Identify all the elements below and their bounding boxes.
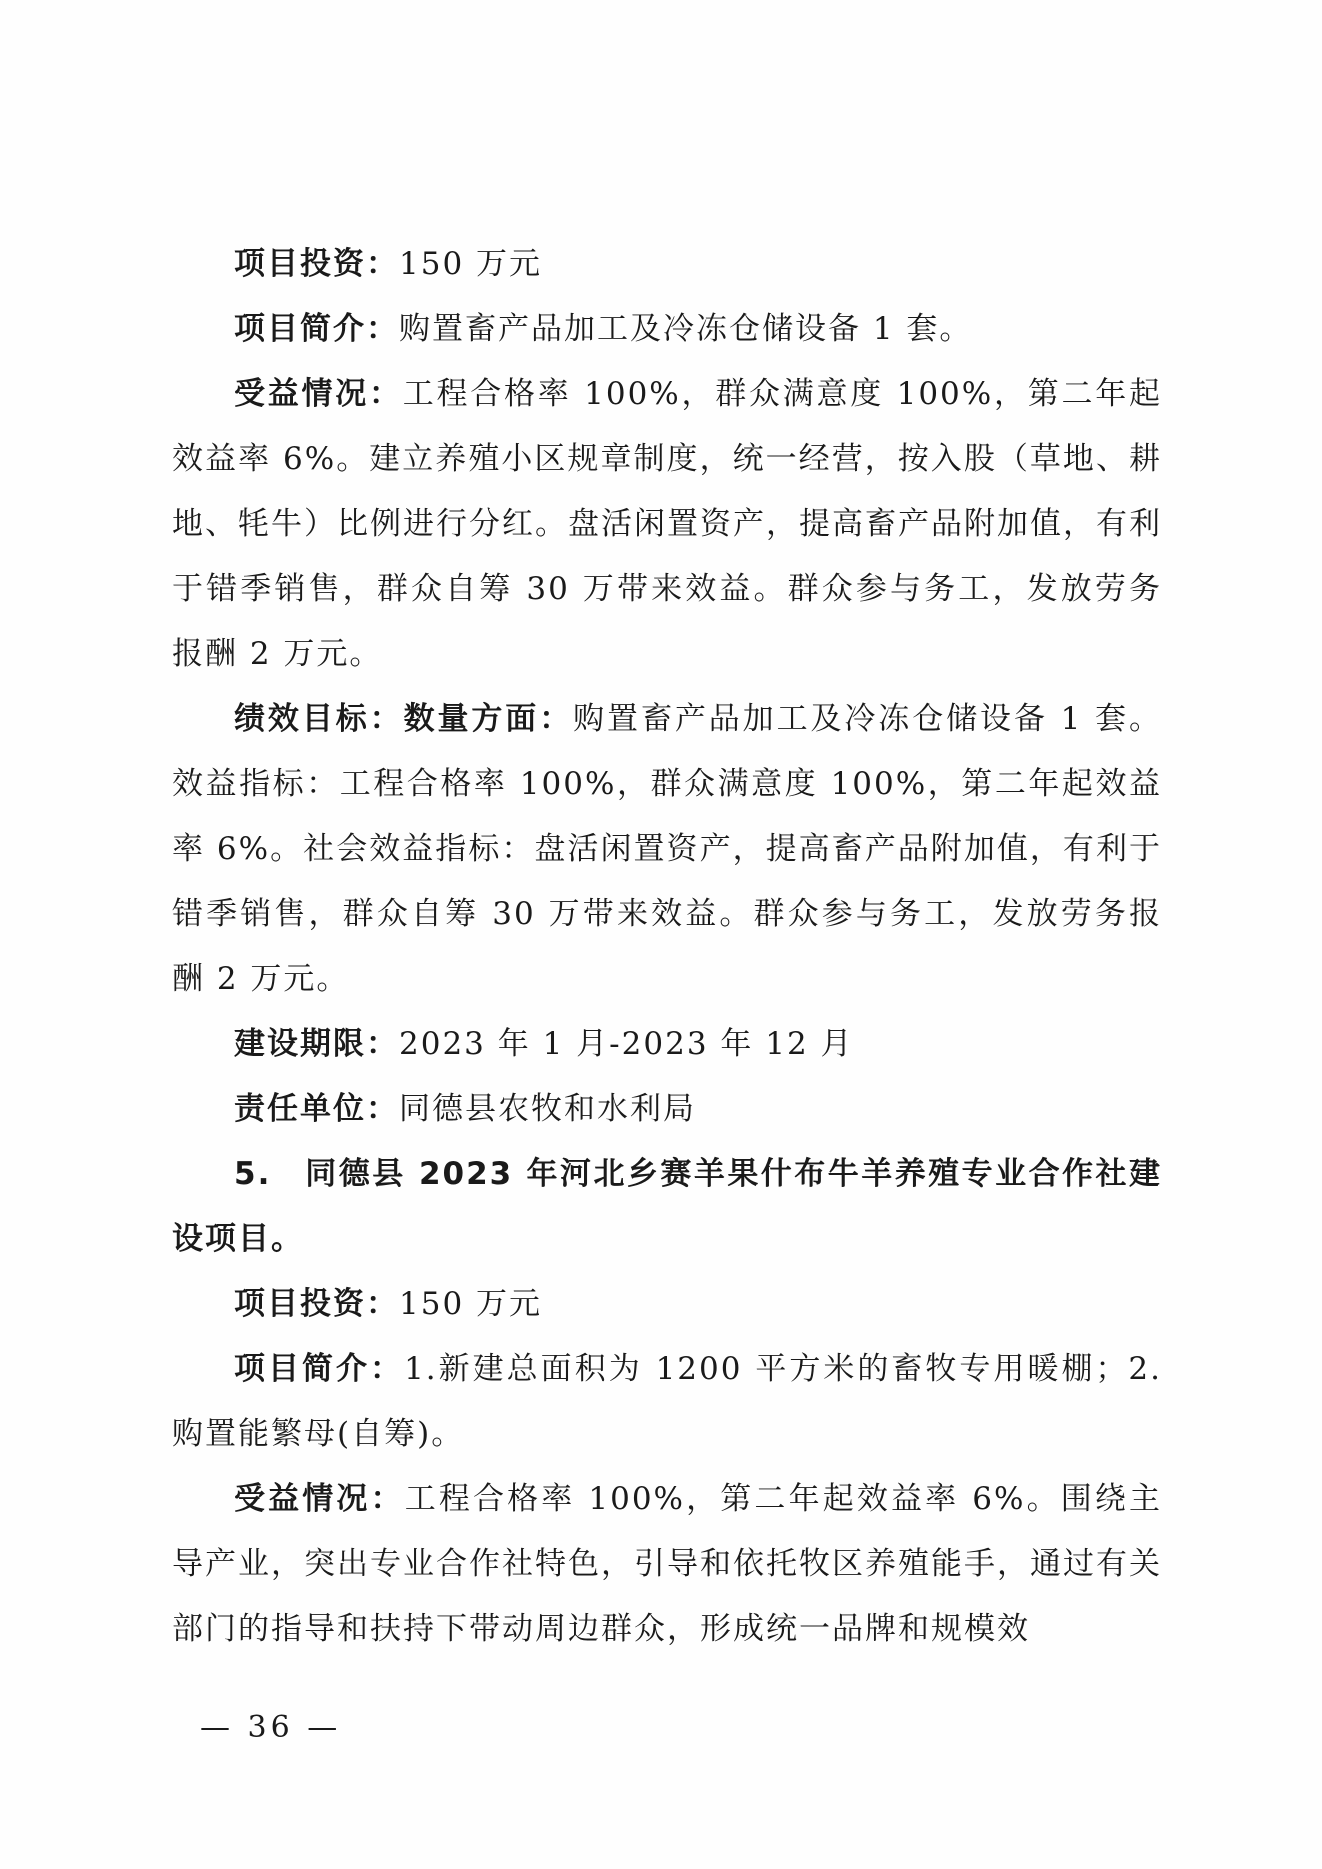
benefit-text: 工程合格率 100%，群众满意度 100%，第二年起效益率 6%。建立养殖小区规章制度，统一经营，按入股（草地、耕地、牦牛）比例进行分红。盘活闲置资产，提高畜产品附加值，有利于错季销售，群众自筹 30 万带来效益。群众参与务工，发放劳务报酬 2 万元。 bbox=[172, 376, 1162, 672]
quantity-label: 数量方面： bbox=[403, 701, 574, 737]
summary-text: 购置畜产品加工及冷冻仓储设备 1 套。 bbox=[399, 311, 973, 347]
performance-paragraph bbox=[172, 687, 1162, 1012]
benefit-text-2: 工程合格率 100%，第二年起效益率 6%。围绕主导产业，突出专业合作社特色，引导和依托牧区养殖能手，通过有关部门的指导和扶持下带动周边群众，形成统一品牌和规模效 bbox=[172, 1481, 1163, 1647]
responsible-value: 同德县农牧和水利局 bbox=[399, 1091, 696, 1127]
summary-label-2: 项目简介： bbox=[234, 1351, 405, 1387]
benefit-label-2: 受益情况： bbox=[234, 1481, 405, 1517]
page-number: — 36 — bbox=[200, 1710, 342, 1745]
benefit-label: 受益情况： bbox=[234, 376, 403, 412]
performance-label: 绩效目标： bbox=[234, 701, 404, 737]
period-value: 2023 年 1 月-2023 年 12 月 bbox=[399, 1026, 854, 1062]
summary-paragraph bbox=[172, 297, 1162, 362]
investment-value: 150 万元 bbox=[399, 246, 543, 282]
summary-text-2: 1.新建总面积为 1200 平方米的畜牧专用暖棚；2.购置能繁母(自筹)。 bbox=[172, 1351, 1163, 1452]
period-paragraph bbox=[172, 1012, 1162, 1077]
investment-paragraph-2 bbox=[172, 1272, 1162, 1337]
document-body bbox=[172, 232, 1162, 1662]
performance-text: 购置畜产品加工及冷冻仓储设备 1 套。效益指标：工程合格率 100%，群众满意度 100%，第二年起效益率 6%。社会效益指标：盘活闲置资产，提高畜产品附加值，有利于错季销售，群众自筹 30 万带来效益。群众参与务工，发放劳务报酬 2 万元。 bbox=[172, 701, 1163, 997]
summary-label: 项目简介： bbox=[234, 311, 399, 347]
investment-paragraph bbox=[172, 232, 1162, 297]
investment-label-2: 项目投资： bbox=[234, 1286, 399, 1322]
benefit-paragraph-2 bbox=[172, 1467, 1162, 1662]
project-heading: 5. 同德县 2023 年河北乡赛羊果什布牛羊养殖专业合作社建设项目。 bbox=[172, 1156, 1162, 1257]
investment-value-2: 150 万元 bbox=[399, 1286, 543, 1322]
summary-paragraph-2 bbox=[172, 1337, 1162, 1467]
responsible-label: 责任单位： bbox=[234, 1091, 399, 1127]
responsible-paragraph bbox=[172, 1077, 1162, 1142]
investment-label: 项目投资： bbox=[234, 246, 399, 282]
period-label: 建设期限： bbox=[234, 1026, 399, 1062]
benefit-paragraph bbox=[172, 362, 1162, 687]
